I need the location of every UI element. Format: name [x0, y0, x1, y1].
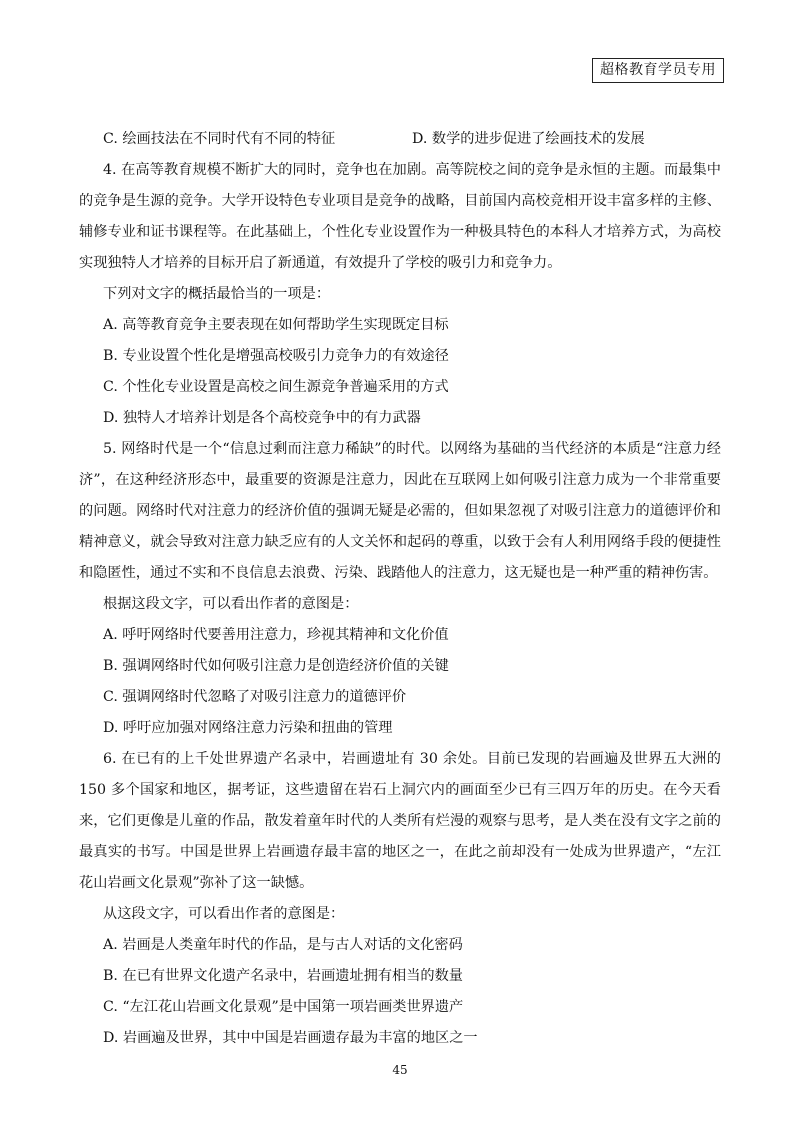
question-5-option-c[interactable]: C. 强调网络时代忽略了对吸引注意力的道德评价: [103, 689, 407, 705]
question-5-passage: 5. 网络时代是一个“信息过剩而注意力稀缺”的时代。以网络为基础的当代经济的本质是“注意力经济”，在这种经济形态中，最重要的资源是注意力，因此在互联网上如何吸引注意力成为一个非常重要的问题。网络时代对注意力的经济价值的强调无疑是必需的，但如果忽视了对吸引注意力的道德评价和精神意义，就会导致对注意力缺乏应有的人文关怀和起码的尊重，以致于会有人利用网络手段的便捷性和隐匿性，通过不实和不良信息去浪费、污染、践踏他人的注意力，这无疑也是一种严重的精神伤害。: [79, 441, 721, 581]
question-5: [79, 434, 721, 744]
option-c[interactable]: C. 绘画技法在不同时代有不同的特征: [103, 131, 336, 147]
page-content: [79, 124, 721, 1054]
previous-question-options: [79, 124, 721, 155]
question-4: [79, 155, 721, 434]
question-4-prompt: 下列对文字的概括最恰当的一项是：: [103, 286, 331, 302]
question-4-option-a[interactable]: A. 高等教育竞争主要表现在如何帮助学生实现既定目标: [103, 317, 449, 333]
page-number: 45: [392, 1063, 408, 1077]
question-6: [79, 744, 721, 1054]
question-5-option-d[interactable]: D. 呼吁应加强对网络注意力污染和扭曲的管理: [103, 720, 393, 736]
question-6-option-a[interactable]: A. 岩画是人类童年时代的作品，是与古人对话的文化密码: [103, 937, 463, 953]
question-5-prompt: 根据这段文字，可以看出作者的意图是：: [103, 596, 359, 612]
option-d[interactable]: D. 数学的进步促进了绘画技术的发展: [412, 131, 645, 147]
question-4-option-c[interactable]: C. 个性化专业设置是高校之间生源竞争普遍采用的方式: [103, 379, 449, 395]
question-4-passage: 4. 在高等教育规模不断扩大的同时，竞争也在加剧。高等院校之间的竞争是永恒的主题。而最集中的竞争是生源的竞争。大学开设特色专业项目是竞争的战略，目前国内高校竞相开设丰富多样的主修、辅修专业和证书课程等。在此基础上，个性化专业设置作为一种极具特色的本科人才培养方式，为高校实现独特人才培养的目标开启了新通道，有效提升了学校的吸引力和竞争力。: [79, 162, 721, 271]
question-6-option-c[interactable]: C. “左江花山岩画文化景观”是中国第一项岩画类世界遗产: [103, 999, 464, 1015]
question-5-option-b[interactable]: B. 强调网络时代如何吸引注意力是创造经济价值的关键: [103, 658, 449, 674]
question-6-option-b[interactable]: B. 在已有世界文化遗产名录中，岩画遗址拥有相当的数量: [103, 968, 463, 984]
question-6-passage: 6. 在已有的上千处世界遗产名录中，岩画遗址有 30 余处。目前已发现的岩画遍及世界五大洲的 150 多个国家和地区，据考证，这些遗留在岩石上洞穴内的画面至少已有三四万年的历史。在今天看来，它们更像是儿童的作品，散发着童年时代的人类所有烂漫的观察与思考，是人类在没有文字之前的最真实的书写。中国是世界上岩画遗存最丰富的地区之一，在此之前却没有一处成为世界遗产，“左江花山岩画文化景观”弥补了这一缺憾。: [79, 751, 721, 891]
question-5-option-a[interactable]: A. 呼吁网络时代要善用注意力，珍视其精神和文化价值: [103, 627, 449, 643]
question-6-option-d[interactable]: D. 岩画遍及世界，其中中国是岩画遗存最为丰富的地区之一: [103, 1030, 478, 1046]
question-6-prompt: 从这段文字，可以看出作者的意图是：: [103, 906, 345, 922]
question-4-option-d[interactable]: D. 独特人才培养计划是各个高校竞争中的有力武器: [103, 410, 421, 426]
question-4-option-b[interactable]: B. 专业设置个性化是增强高校吸引力竞争力的有效途径: [103, 348, 449, 364]
header-tag: 超格教育学员专用: [592, 58, 724, 83]
